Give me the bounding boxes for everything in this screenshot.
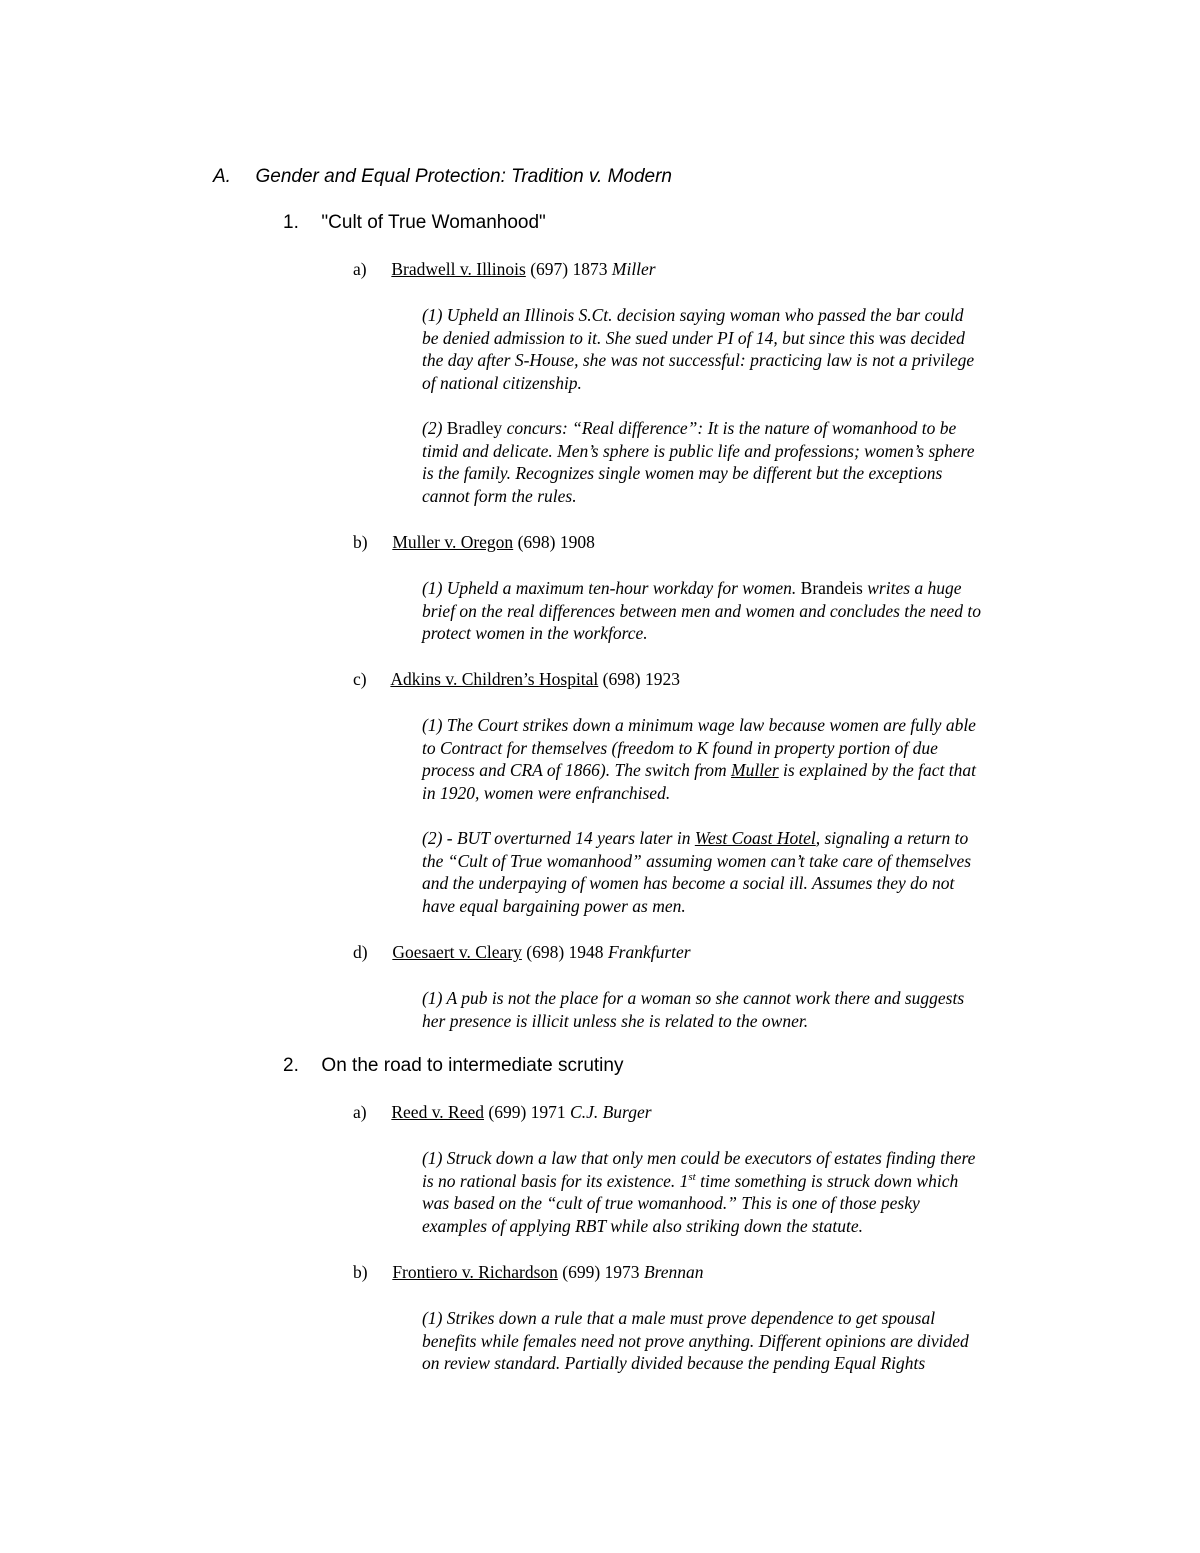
note-line — [422, 759, 1062, 782]
case-adkins-heading — [353, 668, 680, 691]
note-line — [422, 417, 1062, 440]
case-marker: b) — [353, 1262, 368, 1282]
note-line: and the underpaying of women has become a social ill. Assumes they do not — [422, 873, 955, 894]
justice-name: Bradley — [446, 418, 503, 438]
subsection-1-marker: 1. — [283, 212, 299, 233]
case-name: Frontiero v. Richardson — [392, 1262, 558, 1282]
subsection-2-heading — [283, 1055, 623, 1077]
note-number: (2) — [422, 418, 447, 438]
case-reference: West Coast Hotel — [694, 828, 816, 848]
case-muller-heading — [353, 531, 595, 554]
case-marker: a) — [353, 259, 367, 279]
note-line: to Contract for themselves (freedom to K found in property portion of due — [422, 737, 938, 758]
section-a-heading — [213, 166, 672, 188]
note-line: was based on the “cult of true womanhood.” This is one of those pesky — [422, 1193, 920, 1214]
justice-name: Brandeis — [800, 578, 863, 598]
note-line: (1) A pub is not the place for a woman so she cannot work there and suggests — [422, 988, 965, 1008]
case-citation: (699) 1971 — [484, 1102, 571, 1122]
case-marker: b) — [353, 532, 368, 552]
note-line: (1) The Court strikes down a minimum wage law because women are fully able — [422, 715, 976, 735]
case-note — [422, 1307, 1062, 1375]
case-name: Reed v. Reed — [391, 1102, 485, 1122]
case-bradwell-heading — [353, 258, 656, 281]
section-a-title: Gender and Equal Protection: Tradition v. Modern — [255, 166, 672, 187]
case-note — [422, 714, 1062, 804]
case-reed-heading — [353, 1101, 652, 1124]
note-line: benefits while females need not prove anything. Different opinions are divided — [422, 1330, 969, 1351]
case-judge: Brennan — [643, 1262, 704, 1282]
note-text: process and CRA of 1866). The switch from — [422, 760, 732, 781]
case-name: Bradwell v. Illinois — [391, 259, 526, 279]
case-note — [422, 827, 1062, 917]
note-line: brief on the real differences between men and women and concludes the need to — [422, 600, 982, 621]
case-marker: c) — [353, 669, 367, 689]
subsection-1-heading — [283, 212, 546, 234]
case-citation: (698) 1923 — [598, 669, 680, 689]
note-text: (2) - BUT overturned 14 years later in — [422, 828, 695, 848]
note-line: protect women in the workforce. — [422, 623, 648, 644]
case-citation: (698) 1908 — [513, 532, 595, 552]
case-judge: Frankfurter — [607, 942, 691, 962]
note-line: cannot form the rules. — [422, 485, 577, 506]
note-text: (1) Upheld a maximum ten-hour workday for women. — [422, 578, 801, 598]
case-marker: d) — [353, 942, 368, 962]
note-line: on review standard. Partially divided because the pending Equal Rights — [422, 1353, 926, 1374]
case-note — [422, 304, 1062, 394]
note-line: (1) Struck down a law that only men could be executors of estates finding there — [422, 1148, 976, 1168]
note-text: is explained by the fact that — [778, 760, 976, 781]
note-line: of national citizenship. — [422, 372, 582, 393]
note-text: is no rational basis for its existence. 1 — [422, 1170, 689, 1191]
case-goesaert-heading — [353, 941, 691, 964]
note-line: the “Cult of True womanhood” assuming women can’t take care of themselves — [422, 850, 972, 871]
subsection-1-title: "Cult of True Womanhood" — [321, 212, 546, 233]
case-name: Adkins v. Children’s Hospital — [390, 669, 599, 689]
note-line: her presence is illicit unless she is related to the owner. — [422, 1010, 809, 1031]
case-marker: a) — [353, 1102, 367, 1122]
case-name: Goesaert v. Cleary — [392, 942, 522, 962]
case-name: Muller v. Oregon — [392, 532, 514, 552]
note-line — [422, 577, 1062, 600]
note-line: timid and delicate. Men’s sphere is public life and professions; women’s sphere — [422, 440, 975, 461]
section-a-marker: A. — [213, 166, 231, 187]
case-note — [422, 987, 1062, 1032]
case-judge: C.J. Burger — [570, 1102, 652, 1122]
note-text: time something is struck down which — [695, 1170, 959, 1191]
note-line: be denied admission to it. She sued under PI of 14, but since this was decided — [422, 327, 965, 348]
note-text: , signaling a return to — [815, 828, 969, 848]
note-line — [422, 1170, 1062, 1193]
case-citation: (697) 1873 — [525, 259, 612, 279]
case-frontiero-heading — [353, 1261, 704, 1284]
note-line: have equal bargaining power as men. — [422, 895, 686, 916]
case-note — [422, 417, 1062, 507]
note-line: the day after S-House, she was not successful: practicing law is not a privilege — [422, 350, 975, 371]
case-citation: (698) 1948 — [521, 942, 608, 962]
note-line: (1) Upheld an Illinois S.Ct. decision saying woman who passed the bar could — [422, 305, 964, 325]
note-line: examples of applying RBT while also striking down the statute. — [422, 1215, 864, 1236]
case-judge: Miller — [611, 259, 656, 279]
note-line — [422, 827, 1062, 850]
note-line: (1) Strikes down a rule that a male must prove dependence to get spousal — [422, 1308, 936, 1328]
case-note — [422, 1147, 1062, 1237]
note-text: concurs: “Real difference”: It is the nature of womanhood to be — [502, 418, 957, 438]
ordinal-suffix: st — [688, 1170, 696, 1183]
case-citation: (699) 1973 — [557, 1262, 644, 1282]
note-line: is the family. Recognizes single women may be different but the exceptions — [422, 463, 943, 484]
case-note — [422, 577, 1062, 645]
note-text: writes a huge — [862, 578, 962, 598]
note-line: in 1920, women were enfranchised. — [422, 782, 671, 803]
subsection-2-title: On the road to intermediate scrutiny — [321, 1055, 624, 1076]
subsection-2-marker: 2. — [283, 1055, 299, 1076]
case-reference: Muller — [731, 760, 779, 781]
